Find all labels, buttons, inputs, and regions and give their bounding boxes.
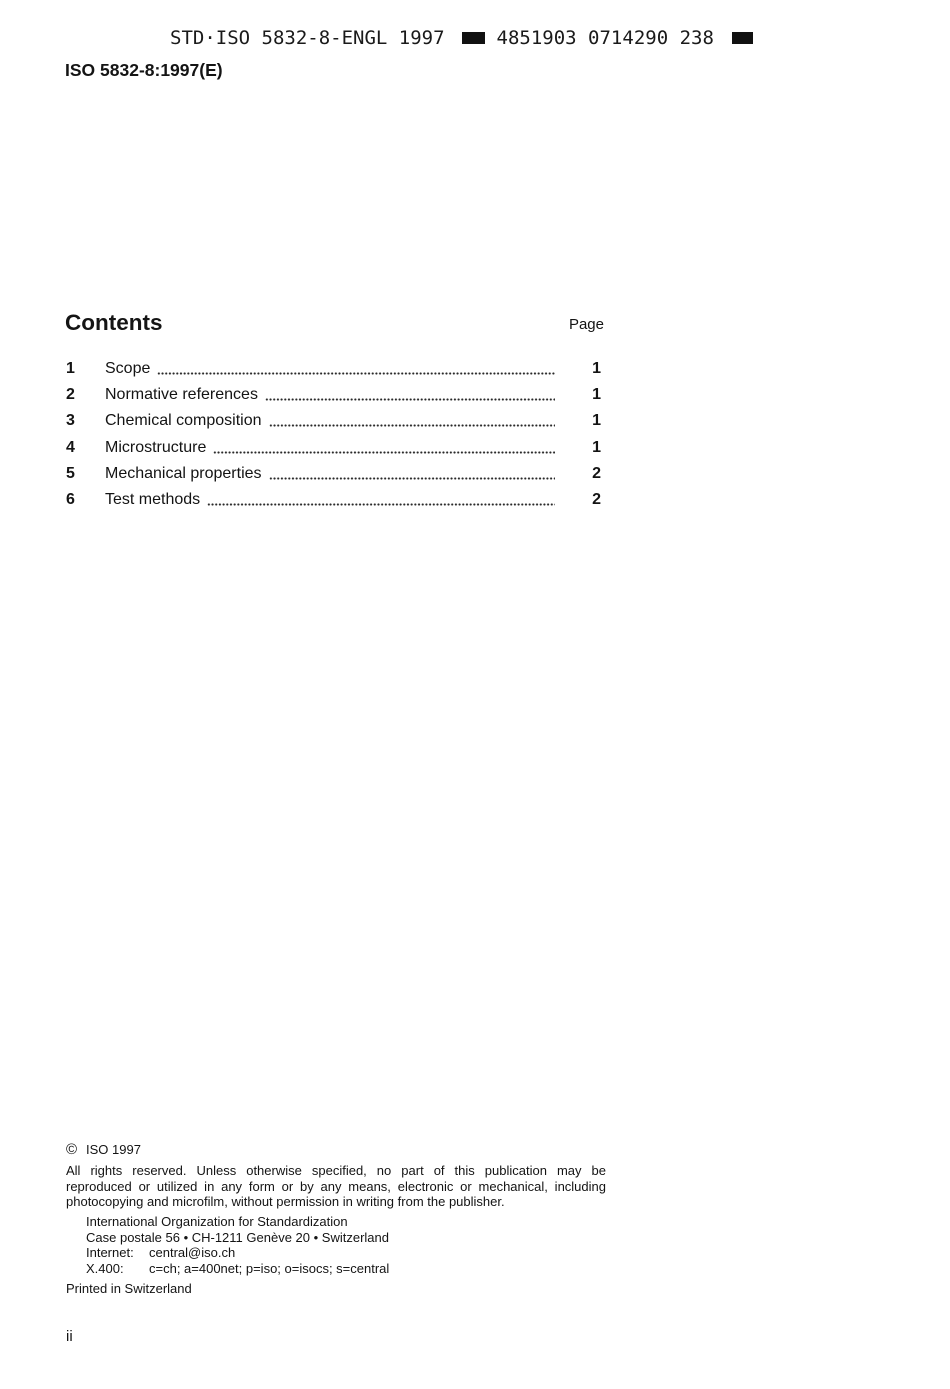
toc-entry — [66, 435, 604, 461]
catalogue-code-right: 4851903 0714290 238 — [496, 27, 714, 49]
toc-entry-title: Microstructure — [105, 438, 207, 456]
toc-entry-number: 6 — [66, 491, 75, 509]
rights-notice — [66, 1163, 606, 1210]
dot-leader — [265, 385, 555, 405]
toc-entry-page: 1 — [592, 438, 601, 456]
page-number: ii — [66, 1328, 73, 1345]
internet-value: central@iso.ch — [149, 1245, 236, 1261]
toc-entry-page: 2 — [592, 464, 601, 482]
dot-leader — [207, 490, 555, 510]
black-block-mark — [462, 32, 485, 44]
dot-leader — [157, 359, 555, 379]
toc-entry — [66, 461, 604, 487]
dot-leader — [213, 438, 555, 458]
x400-contact — [86, 1261, 389, 1277]
document-id: ISO 5832-8:1997(E) — [65, 60, 223, 80]
toc-entry-page: 2 — [592, 491, 601, 509]
toc-entry-number: 1 — [66, 360, 75, 378]
toc-entry-title: Normative references — [105, 386, 258, 404]
publisher-address — [86, 1214, 389, 1276]
toc-entry-title: Chemical composition — [105, 412, 262, 430]
copyright-line — [66, 1142, 141, 1158]
toc-entry — [66, 487, 604, 513]
toc-entry-title: Test methods — [105, 491, 201, 509]
dot-leader — [269, 411, 555, 431]
catalogue-code-left: STD·ISO 5832-8-ENGL 1997 — [170, 27, 445, 49]
x400-label: X.400: — [86, 1260, 124, 1276]
toc-entry-number: 3 — [66, 412, 75, 430]
table-of-contents — [66, 356, 604, 513]
x400-value: c=ch; a=400net; p=iso; o=isocs; s=central — [149, 1260, 390, 1276]
toc-entry-title: Mechanical properties — [105, 464, 262, 482]
rights-notice-line: reproduced or utilized in any form or by any means, electronic or mechanical, including — [66, 1178, 606, 1194]
toc-entry — [66, 356, 604, 382]
postal-address: Case postale 56 • CH-1211 Genève 20 • Switzerland — [86, 1229, 389, 1245]
toc-entry-page: 1 — [592, 360, 601, 378]
contents-heading: Contents — [65, 310, 163, 335]
catalogue-code-line — [170, 26, 753, 50]
internet-contact — [86, 1245, 389, 1261]
organization-name: International Organization for Standardization — [86, 1214, 348, 1229]
toc-entry — [66, 408, 604, 434]
printed-in: Printed in Switzerland — [66, 1281, 192, 1296]
toc-entry-title: Scope — [105, 360, 151, 378]
dot-leader — [269, 464, 555, 484]
toc-entry-page: 1 — [592, 412, 601, 430]
toc-entry-page: 1 — [592, 386, 601, 404]
copyright-icon: © — [66, 1141, 78, 1158]
copyright-holder-year: ISO 1997 — [86, 1142, 141, 1157]
page-column-label: Page — [568, 316, 604, 333]
toc-entry — [66, 382, 604, 408]
toc-entry-number: 4 — [66, 438, 75, 456]
rights-notice-line: photocopying and microfilm, without permission in writing from the publisher. — [66, 1194, 505, 1209]
internet-label: Internet: — [86, 1245, 134, 1261]
toc-entry-number: 2 — [66, 386, 75, 404]
toc-entry-number: 5 — [66, 464, 75, 482]
rights-notice-line: All rights reserved. Unless otherwise specified, no part of this publication may be — [66, 1163, 606, 1178]
black-block-mark — [732, 32, 753, 44]
